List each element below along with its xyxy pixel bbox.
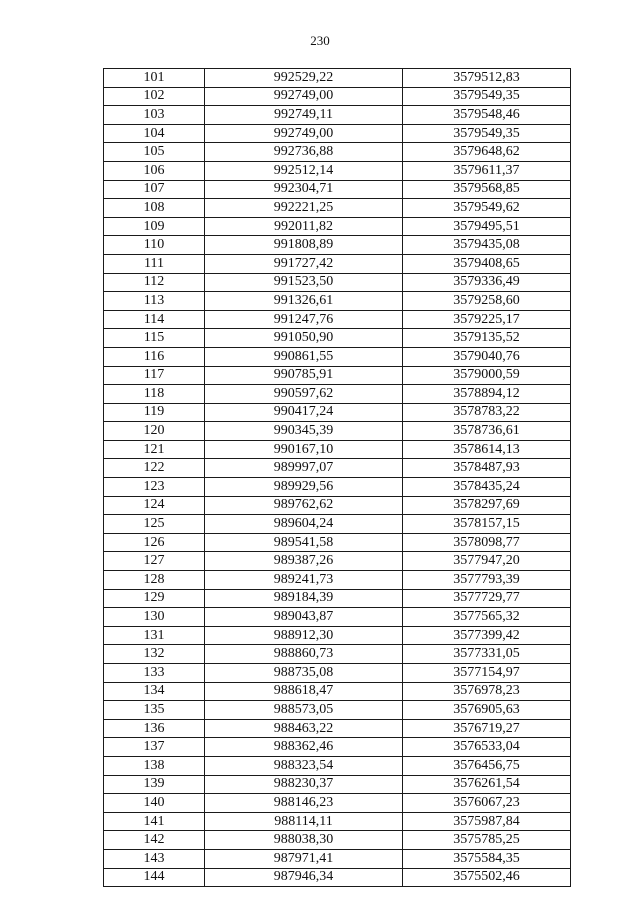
y-coordinate-cell: 3578487,93 <box>403 459 571 478</box>
x-coordinate-cell: 992221,25 <box>205 199 403 218</box>
table-row <box>104 552 571 571</box>
table-row <box>104 217 571 236</box>
point-number-cell: 102 <box>104 87 205 106</box>
y-coordinate-cell: 3578157,15 <box>403 515 571 534</box>
y-coordinate-cell: 3576261,54 <box>403 775 571 794</box>
x-coordinate-cell: 992011,82 <box>205 217 403 236</box>
x-coordinate-cell: 988573,05 <box>205 701 403 720</box>
y-coordinate-cell: 3579549,35 <box>403 124 571 143</box>
point-number-cell: 140 <box>104 794 205 813</box>
x-coordinate-cell: 988463,22 <box>205 719 403 738</box>
x-coordinate-cell: 991523,50 <box>205 273 403 292</box>
table-row <box>104 329 571 348</box>
table-row <box>104 664 571 683</box>
x-coordinate-cell: 991326,61 <box>205 292 403 311</box>
y-coordinate-cell: 3577947,20 <box>403 552 571 571</box>
table-row <box>104 868 571 887</box>
table-row <box>104 794 571 813</box>
x-coordinate-cell: 991247,76 <box>205 310 403 329</box>
point-number-cell: 144 <box>104 868 205 887</box>
table-row <box>104 589 571 608</box>
point-number-cell: 120 <box>104 422 205 441</box>
point-number-cell: 125 <box>104 515 205 534</box>
point-number-cell: 127 <box>104 552 205 571</box>
table-row <box>104 310 571 329</box>
y-coordinate-cell: 3578783,22 <box>403 403 571 422</box>
point-number-cell: 133 <box>104 664 205 683</box>
y-coordinate-cell: 3578098,77 <box>403 533 571 552</box>
point-number-cell: 138 <box>104 756 205 775</box>
table-row <box>104 236 571 255</box>
table-row <box>104 626 571 645</box>
table-row <box>104 347 571 366</box>
table-row <box>104 161 571 180</box>
point-number-cell: 105 <box>104 143 205 162</box>
table-row <box>104 831 571 850</box>
y-coordinate-cell: 3578736,61 <box>403 422 571 441</box>
point-number-cell: 112 <box>104 273 205 292</box>
point-number-cell: 126 <box>104 533 205 552</box>
table-row <box>104 571 571 590</box>
x-coordinate-cell: 990861,55 <box>205 347 403 366</box>
table-row <box>104 180 571 199</box>
table-row <box>104 254 571 273</box>
table-row <box>104 533 571 552</box>
point-number-cell: 123 <box>104 478 205 497</box>
x-coordinate-cell: 988114,11 <box>205 812 403 831</box>
coordinates-table-body <box>104 69 571 887</box>
x-coordinate-cell: 989241,73 <box>205 571 403 590</box>
x-coordinate-cell: 992749,11 <box>205 106 403 125</box>
table-row <box>104 422 571 441</box>
x-coordinate-cell: 988146,23 <box>205 794 403 813</box>
y-coordinate-cell: 3579040,76 <box>403 347 571 366</box>
x-coordinate-cell: 992512,14 <box>205 161 403 180</box>
x-coordinate-cell: 991050,90 <box>205 329 403 348</box>
y-coordinate-cell: 3577154,97 <box>403 664 571 683</box>
table-row <box>104 645 571 664</box>
y-coordinate-cell: 3579548,46 <box>403 106 571 125</box>
y-coordinate-cell: 3579568,85 <box>403 180 571 199</box>
table-row <box>104 849 571 868</box>
point-number-cell: 118 <box>104 385 205 404</box>
y-coordinate-cell: 3579549,62 <box>403 199 571 218</box>
x-coordinate-cell: 989541,58 <box>205 533 403 552</box>
y-coordinate-cell: 3576533,04 <box>403 738 571 757</box>
x-coordinate-cell: 990417,24 <box>205 403 403 422</box>
y-coordinate-cell: 3579258,60 <box>403 292 571 311</box>
coordinates-table <box>103 68 571 887</box>
x-coordinate-cell: 991808,89 <box>205 236 403 255</box>
point-number-cell: 109 <box>104 217 205 236</box>
table-row <box>104 812 571 831</box>
point-number-cell: 139 <box>104 775 205 794</box>
y-coordinate-cell: 3579611,37 <box>403 161 571 180</box>
x-coordinate-cell: 989762,62 <box>205 496 403 515</box>
table-row <box>104 756 571 775</box>
y-coordinate-cell: 3575502,46 <box>403 868 571 887</box>
x-coordinate-cell: 988860,73 <box>205 645 403 664</box>
table-row <box>104 403 571 422</box>
y-coordinate-cell: 3579512,83 <box>403 69 571 88</box>
table-row <box>104 292 571 311</box>
point-number-cell: 108 <box>104 199 205 218</box>
x-coordinate-cell: 991727,42 <box>205 254 403 273</box>
point-number-cell: 113 <box>104 292 205 311</box>
y-coordinate-cell: 3578435,24 <box>403 478 571 497</box>
point-number-cell: 141 <box>104 812 205 831</box>
x-coordinate-cell: 990597,62 <box>205 385 403 404</box>
table-row <box>104 124 571 143</box>
y-coordinate-cell: 3578297,69 <box>403 496 571 515</box>
point-number-cell: 106 <box>104 161 205 180</box>
point-number-cell: 143 <box>104 849 205 868</box>
x-coordinate-cell: 989387,26 <box>205 552 403 571</box>
y-coordinate-cell: 3579495,51 <box>403 217 571 236</box>
table-row <box>104 106 571 125</box>
x-coordinate-cell: 990345,39 <box>205 422 403 441</box>
x-coordinate-cell: 992749,00 <box>205 124 403 143</box>
table-row <box>104 459 571 478</box>
x-coordinate-cell: 992736,88 <box>205 143 403 162</box>
x-coordinate-cell: 992304,71 <box>205 180 403 199</box>
y-coordinate-cell: 3576456,75 <box>403 756 571 775</box>
x-coordinate-cell: 987946,34 <box>205 868 403 887</box>
x-coordinate-cell: 988230,37 <box>205 775 403 794</box>
table-row <box>104 273 571 292</box>
table-row <box>104 385 571 404</box>
point-number-cell: 114 <box>104 310 205 329</box>
point-number-cell: 110 <box>104 236 205 255</box>
table-row <box>104 199 571 218</box>
point-number-cell: 130 <box>104 608 205 627</box>
x-coordinate-cell: 988038,30 <box>205 831 403 850</box>
point-number-cell: 111 <box>104 254 205 273</box>
table-row <box>104 496 571 515</box>
x-coordinate-cell: 989997,07 <box>205 459 403 478</box>
point-number-cell: 115 <box>104 329 205 348</box>
table-row <box>104 87 571 106</box>
table-row <box>104 143 571 162</box>
table-row <box>104 738 571 757</box>
y-coordinate-cell: 3575785,25 <box>403 831 571 850</box>
table-row <box>104 701 571 720</box>
y-coordinate-cell: 3576719,27 <box>403 719 571 738</box>
point-number-cell: 136 <box>104 719 205 738</box>
x-coordinate-cell: 988362,46 <box>205 738 403 757</box>
point-number-cell: 121 <box>104 440 205 459</box>
y-coordinate-cell: 3577331,05 <box>403 645 571 664</box>
table-row <box>104 775 571 794</box>
y-coordinate-cell: 3579336,49 <box>403 273 571 292</box>
y-coordinate-cell: 3579225,17 <box>403 310 571 329</box>
point-number-cell: 103 <box>104 106 205 125</box>
y-coordinate-cell: 3579408,65 <box>403 254 571 273</box>
y-coordinate-cell: 3577399,42 <box>403 626 571 645</box>
table-row <box>104 69 571 88</box>
x-coordinate-cell: 992529,22 <box>205 69 403 88</box>
point-number-cell: 101 <box>104 69 205 88</box>
point-number-cell: 135 <box>104 701 205 720</box>
x-coordinate-cell: 988735,08 <box>205 664 403 683</box>
point-number-cell: 132 <box>104 645 205 664</box>
table-row <box>104 440 571 459</box>
page-number: 230 <box>310 33 330 48</box>
point-number-cell: 137 <box>104 738 205 757</box>
y-coordinate-cell: 3577729,77 <box>403 589 571 608</box>
y-coordinate-cell: 3576905,63 <box>403 701 571 720</box>
point-number-cell: 142 <box>104 831 205 850</box>
x-coordinate-cell: 988323,54 <box>205 756 403 775</box>
x-coordinate-cell: 988618,47 <box>205 682 403 701</box>
x-coordinate-cell: 988912,30 <box>205 626 403 645</box>
x-coordinate-cell: 989929,56 <box>205 478 403 497</box>
y-coordinate-cell: 3577565,32 <box>403 608 571 627</box>
point-number-cell: 122 <box>104 459 205 478</box>
x-coordinate-cell: 989043,87 <box>205 608 403 627</box>
y-coordinate-cell: 3579549,35 <box>403 87 571 106</box>
y-coordinate-cell: 3575584,35 <box>403 849 571 868</box>
y-coordinate-cell: 3579000,59 <box>403 366 571 385</box>
x-coordinate-cell: 987971,41 <box>205 849 403 868</box>
table-row <box>104 366 571 385</box>
point-number-cell: 117 <box>104 366 205 385</box>
y-coordinate-cell: 3579135,52 <box>403 329 571 348</box>
point-number-cell: 134 <box>104 682 205 701</box>
y-coordinate-cell: 3579435,08 <box>403 236 571 255</box>
table-row <box>104 682 571 701</box>
y-coordinate-cell: 3576978,23 <box>403 682 571 701</box>
x-coordinate-cell: 989604,24 <box>205 515 403 534</box>
table-row <box>104 719 571 738</box>
table-row <box>104 478 571 497</box>
y-coordinate-cell: 3575987,84 <box>403 812 571 831</box>
y-coordinate-cell: 3579648,62 <box>403 143 571 162</box>
y-coordinate-cell: 3578614,13 <box>403 440 571 459</box>
x-coordinate-cell: 992749,00 <box>205 87 403 106</box>
point-number-cell: 104 <box>104 124 205 143</box>
y-coordinate-cell: 3576067,23 <box>403 794 571 813</box>
x-coordinate-cell: 990167,10 <box>205 440 403 459</box>
y-coordinate-cell: 3577793,39 <box>403 571 571 590</box>
point-number-cell: 131 <box>104 626 205 645</box>
point-number-cell: 129 <box>104 589 205 608</box>
point-number-cell: 124 <box>104 496 205 515</box>
point-number-cell: 116 <box>104 347 205 366</box>
point-number-cell: 128 <box>104 571 205 590</box>
table-row <box>104 608 571 627</box>
point-number-cell: 107 <box>104 180 205 199</box>
point-number-cell: 119 <box>104 403 205 422</box>
y-coordinate-cell: 3578894,12 <box>403 385 571 404</box>
x-coordinate-cell: 990785,91 <box>205 366 403 385</box>
table-row <box>104 515 571 534</box>
x-coordinate-cell: 989184,39 <box>205 589 403 608</box>
